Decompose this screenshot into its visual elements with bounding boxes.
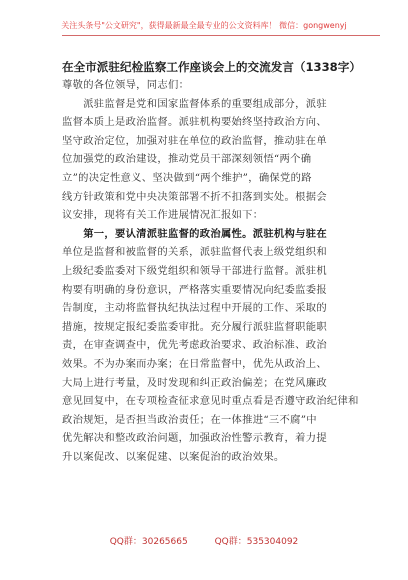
body-line: 大局上进行考量，及时发现和纠正政治偏差；在党风廉政: [62, 376, 327, 389]
body-line: 构要有明确的身份意识，严格落实重要情况向纪委监委报: [62, 283, 327, 296]
body-line: 告制度，主动将监督执纪执法过程中开展的工作、采取的: [62, 302, 327, 315]
document-body: [62, 76, 380, 466]
body-line: 措施，按规定报纪委监委审批。充分履行派驻监督职能职: [62, 320, 327, 333]
body-line: 立”的决定性意义、坚决做到“两个维护”，确保党的路: [62, 171, 312, 184]
header-divider: [62, 35, 380, 36]
body-line: 议安排，现将有关工作进展情况汇报如下：: [62, 209, 264, 222]
body-line: 坚守政治定位，加强对驻在单位的政治监督，推动驻在单: [62, 134, 327, 147]
body-line: 上级纪委监委对下级党组织和领导干部进行监督。派驻机: [62, 264, 327, 277]
footer-qq-group-1: QQ群：30265665: [109, 537, 188, 547]
body-line: 位加强党的政治建设，推动党员干部深刻领悟“两个确: [62, 153, 312, 166]
footer-qq-group-2: QQ群：535304092: [214, 537, 299, 547]
body-line: 意见回复中，在专项检查征求意见时重点看是否遵守政治纪律和: [62, 395, 359, 408]
header-promo-text: 关注头条号"公文研究"，获得最新最全最专业的公文资料库！ 微信：gongwenyj: [61, 21, 347, 30]
body-line: 升以案促改、以案促建、以案促治的政治效果。: [62, 450, 285, 463]
body-line: 派驻监督是党和国家监督体系的重要组成部分，派驻: [62, 97, 327, 110]
body-line: 监督本质上是政治监督。派驻机构要始终坚持政治方向、: [62, 116, 327, 129]
body-line: 效果。不为办案而办案；在日常监督中，优先从政治上、: [62, 357, 327, 370]
body-line: 单位是监督和被监督的关系，派驻监督代表上级党组织和: [62, 246, 327, 259]
body-line: 线方针政策和党中央决策部署不折不扣落到实处。根据会: [62, 190, 327, 203]
body-line: 责，在审查调查中，优先考虑政治要求、政治标准、政治: [62, 339, 327, 352]
body-line: 政治规矩，是否担当政治责任；在一体推进“三不腐”中: [62, 413, 317, 426]
document-title: 在全市派驻纪检监察工作座谈会上的交流发言（1338字）: [62, 60, 361, 74]
footer: [0, 534, 408, 547]
body-line: 优先解决和整改政治问题，加强政治性警示教育，着力提: [62, 432, 327, 445]
body-line: 第一，要认清派驻监督的政治属性。派驻机构与驻在: [62, 227, 327, 240]
body-line: 尊敬的各位领导，同志们：: [62, 79, 190, 91]
